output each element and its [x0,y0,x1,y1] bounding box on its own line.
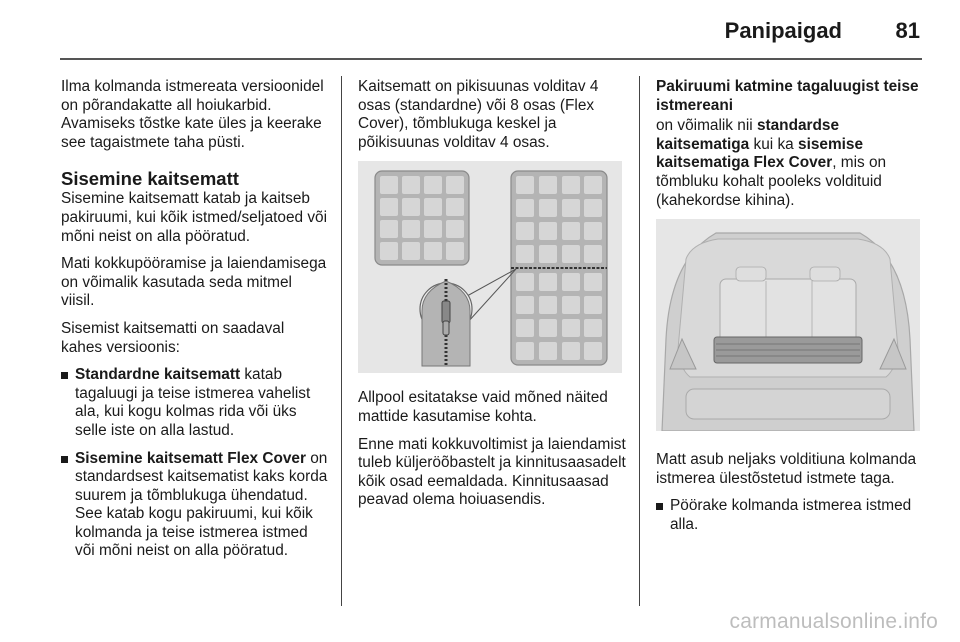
mat-intro-paragraph: Sisemine kaitsematt katab ja kaitseb pakiruumi, kui kõik istmed/seljatoed või mõni neist on alla pööratud. [61,190,328,245]
covering-paragraph: on võimalik nii standardse kaitsematiga kui ka sisemise kaitsematiga Flex Cover, mis on tõmbluku kohalt pooleks voldituid (kahekordse kihina). [656,117,887,209]
list-item [61,450,329,562]
header-rule [60,58,922,60]
column-divider-1 [341,76,342,606]
list-item [656,497,924,534]
flex-cover-mat [511,171,607,365]
section-heading: Sisemine kaitsematt [61,168,239,190]
list-item-term: Sisemine kaitsematt Flex Cover [75,449,306,467]
bullet-square-icon [61,372,68,379]
column-3 [656,78,924,544]
list-item-text: on standardsest kaitsematist kaks korda suurem ja tõmblukuga ühendatud. See katab kogu pakiruumi, kui kõik kolmanda ja teise istmerea istmed või mõni neist on alla pööratud. [75,449,328,560]
standard-mat [375,171,469,265]
flex-cover-term: sisemise kaitsematiga Flex Cover [656,135,864,172]
column-divider-2 [639,76,640,606]
bullet-square-icon [656,503,663,510]
list-item-text: Pöörake kolmanda istmerea istmed alla. [670,497,912,533]
list-item-term: Standardne kaitsematt [75,366,241,384]
page-header [0,0,960,60]
subsection-heading: Pakiruumi katmine tagaluugist teise istmereani [656,78,919,114]
bullet-square-icon [61,456,68,463]
mat-position-paragraph: Matt asub neljaks volditiuna kolmanda istmerea ülestõstetud istmete taga. [656,451,917,487]
page-number: 81 [895,18,920,43]
mat-usage-paragraph: Mati kokkupööramise ja laiendamisega on võimalik kasutada seda mitmel viisil. [61,255,327,310]
column-1 [61,78,329,570]
mat-illustration [358,161,622,373]
zipper-icon [420,279,472,366]
folding-paragraph: Kaitsematt on pikisuunas volditav 4 osas (standardne) või 8 osas (Flex Cover), tõmblukuga keskel ja põikisuunas volditav 4 osas. [358,78,599,151]
cargo-area-illustration [656,219,920,431]
watermark: carmanualsonline.info [729,610,938,633]
list-item-text: katab tagaluugi ja teise istmerea vahelist ala, kui kogu kolmas rida või üks selle iste on alla lastud. [75,366,311,439]
column-2 [358,78,626,519]
list-item [61,366,329,440]
page-title: Panipaigad [724,18,842,43]
preparation-paragraph: Enne mati kokkuvoltimist ja laiendamist tuleb küljeröõbastelt ja kinnitusaasadelt kõik osad eemaldada. Kinnitusaasad peavad olema hoiuasendis. [358,435,626,509]
examples-paragraph: Allpool esitatakse vaid mõned näited mattide kasutamise kohta. [358,389,608,425]
versions-paragraph: Sisemist kaitsematti on saadaval kahes versioonis: [61,319,285,356]
storage-boxes-paragraph: Ilma kolmanda istmereata versioonidel on põrandakatte all hoiukarbid. Avamiseks tõstke kate üles ja keerake see tagaistmete taha püsti. [61,78,324,151]
standard-mat-term: standardse kaitsematiga [656,117,840,153]
